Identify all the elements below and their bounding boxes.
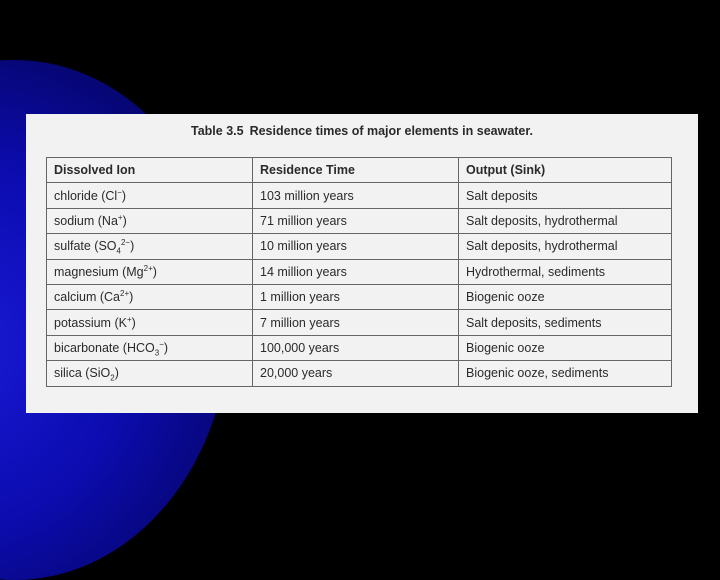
table-image [26,114,698,413]
residence-times-table [46,157,672,387]
ion-cell: chloride (Cl−) [47,183,253,208]
ion-cell: sulfate $(SO_4^{2-})$ [47,234,253,259]
header-output-sink: Output (Sink) [459,158,672,183]
residence-time-cell: 14 million years [253,259,459,284]
table-row [47,259,672,284]
table-row [47,208,672,233]
table-title: Residence times of major elements in seawater. [249,124,534,138]
output-sink-cell: Salt deposits, hydrothermal [459,234,672,259]
residence-time-cell: 10 million years [253,234,459,259]
ion-cell: silica (SiO$_2$) [47,361,253,386]
residence-time-cell: 7 million years [253,310,459,335]
residence-time-cell: 71 million years [253,208,459,233]
output-sink-cell: Hydrothermal, sediments [459,259,672,284]
header-residence-time: Residence Time [253,158,459,183]
residence-time-cell: 100,000 years [253,335,459,360]
output-sink-cell: Biogenic ooze [459,284,672,309]
table-caption [191,124,533,138]
residence-time-cell: 103 million years [253,183,459,208]
table-row [47,361,672,386]
table-row [47,284,672,309]
header-dissolved-ion: Dissolved Ion [47,158,253,183]
residence-time-cell: 1 million years [253,284,459,309]
table-row [47,183,672,208]
ion-cell: magnesium $(Mg^{2+})$ [47,259,253,284]
table-row [47,335,672,360]
output-sink-cell: Salt deposits, sediments [459,310,672,335]
output-sink-cell: Biogenic ooze, sediments [459,361,672,386]
table-number: Table 3.5 [191,124,244,138]
table-row [47,310,672,335]
table-row [47,234,672,259]
output-sink-cell: Biogenic ooze [459,335,672,360]
ion-cell: potassium (K+) [47,310,253,335]
output-sink-cell: Salt deposits [459,183,672,208]
ion-cell: calcium $(Ca^{2+})$ [47,284,253,309]
residence-time-cell: 20,000 years [253,361,459,386]
output-sink-cell: Salt deposits, hydrothermal [459,208,672,233]
ion-cell: bicarbonate $(HCO_3^-)$ [47,335,253,360]
ion-cell: sodium (Na+) [47,208,253,233]
table-header-row [47,158,672,183]
